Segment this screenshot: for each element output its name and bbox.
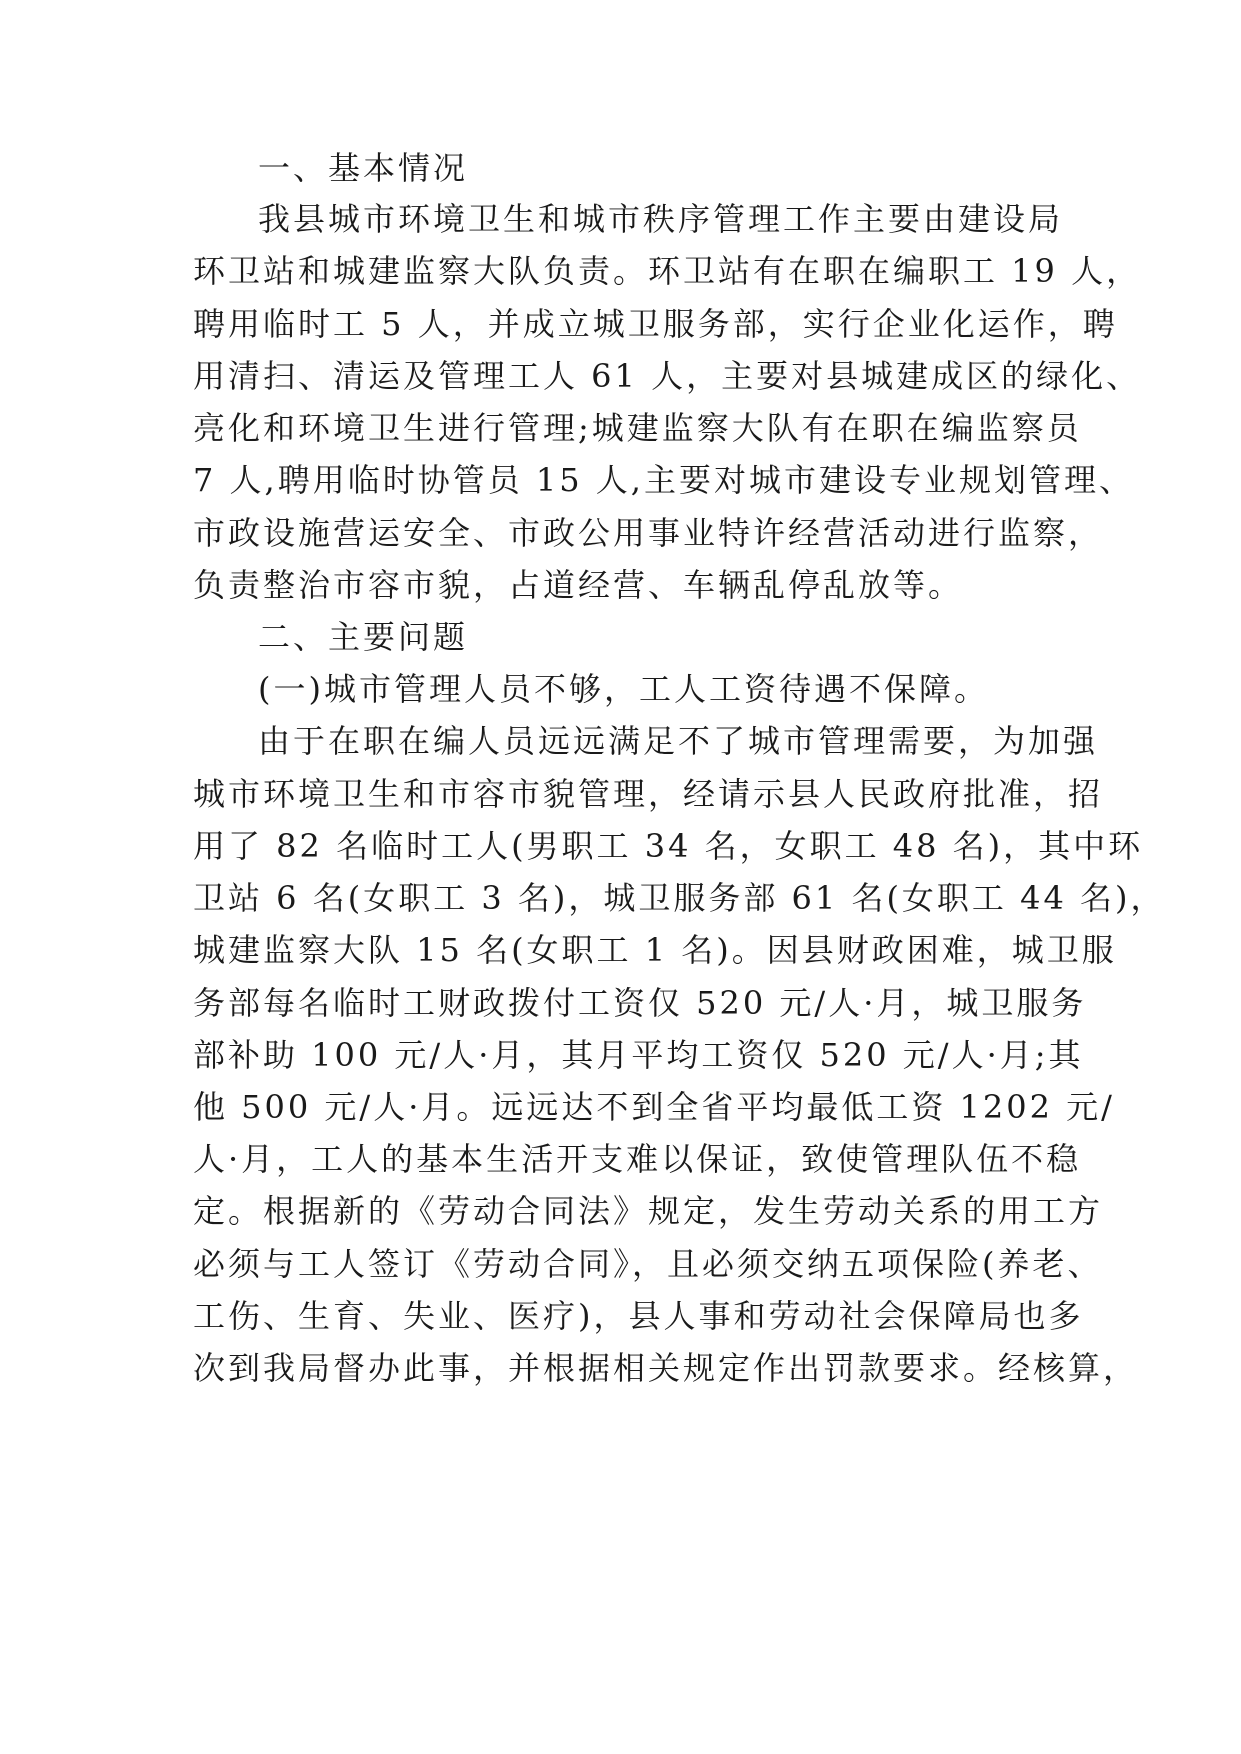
paragraph-line: 务部每名临时工财政拨付工资仅 520 元/人·月，城卫服务 — [193, 984, 1087, 1022]
section-heading: 一、基本情况 — [258, 149, 469, 187]
paragraph-line: 负责整治市容市貌，占道经营、车辆乱停乱放等。 — [193, 566, 964, 604]
subsection-heading: (一)城市管理人员不够，工人工资待遇不保障。 — [258, 670, 989, 708]
paragraph-line: 定。根据新的《劳动合同法》规定，发生劳动关系的用工方 — [193, 1192, 1104, 1230]
paragraph-line: 城建监察大队 15 名(女职工 1 名)。因县财政困难，城卫服 — [193, 931, 1117, 969]
paragraph-line: 卫站 6 名(女职工 3 名)，城卫服务部 61 名(女职工 44 名)， — [193, 879, 1166, 917]
paragraph-line: 亮化和环境卫生进行管理;城建监察大队有在职在编监察员 — [193, 409, 1082, 447]
paragraph-line: 次到我局督办此事，并根据相关规定作出罚款要求。经核算， — [193, 1349, 1139, 1387]
paragraph-line: 必须与工人签订《劳动合同》，且必须交纳五项保险(养老、 — [193, 1245, 1103, 1283]
paragraph-line: 用了 82 名临时工人(男职工 34 名，女职工 48 名)，其中环 — [193, 827, 1144, 865]
paragraph-line: 7 人,聘用临时协管员 15 人,主要对城市建设专业规划管理、 — [193, 461, 1134, 499]
paragraph-line: 环卫站和城建监察大队负责。环卫站有在职在编职工 19 人， — [193, 252, 1142, 290]
paragraph-line: 他 500 元/人·月。远远达不到全省平均最低工资 1202 元/ — [193, 1088, 1115, 1126]
section-heading: 二、主要问题 — [258, 618, 469, 656]
paragraph-line: 由于在职在编人员远远满足不了城市管理需要，为加强 — [258, 722, 1099, 760]
paragraph-line: 部补助 100 元/人·月，其月平均工资仅 520 元/人·月;其 — [193, 1036, 1084, 1074]
paragraph-line: 工伤、生育、失业、医疗)，县人事和劳动社会保障局也多 — [193, 1297, 1084, 1335]
paragraph-line: 用清扫、清运及管理工人 61 人，主要对县城建成区的绿化、 — [193, 357, 1142, 395]
paragraph-line: 聘用临时工 5 人，并成立城卫服务部，实行企业化运作，聘 — [193, 305, 1118, 343]
paragraph-line: 我县城市环境卫生和城市秩序管理工作主要由建设局 — [258, 200, 1064, 238]
paragraph-line: 城市环境卫生和市容市貌管理，经请示县人民政府批准，招 — [193, 775, 1104, 813]
paragraph-line: 人·月，工人的基本生活开支难以保证，致使管理队伍不稳 — [193, 1140, 1082, 1178]
paragraph-line: 市政设施营运安全、市政公用事业特许经营活动进行监察， — [193, 514, 1104, 552]
